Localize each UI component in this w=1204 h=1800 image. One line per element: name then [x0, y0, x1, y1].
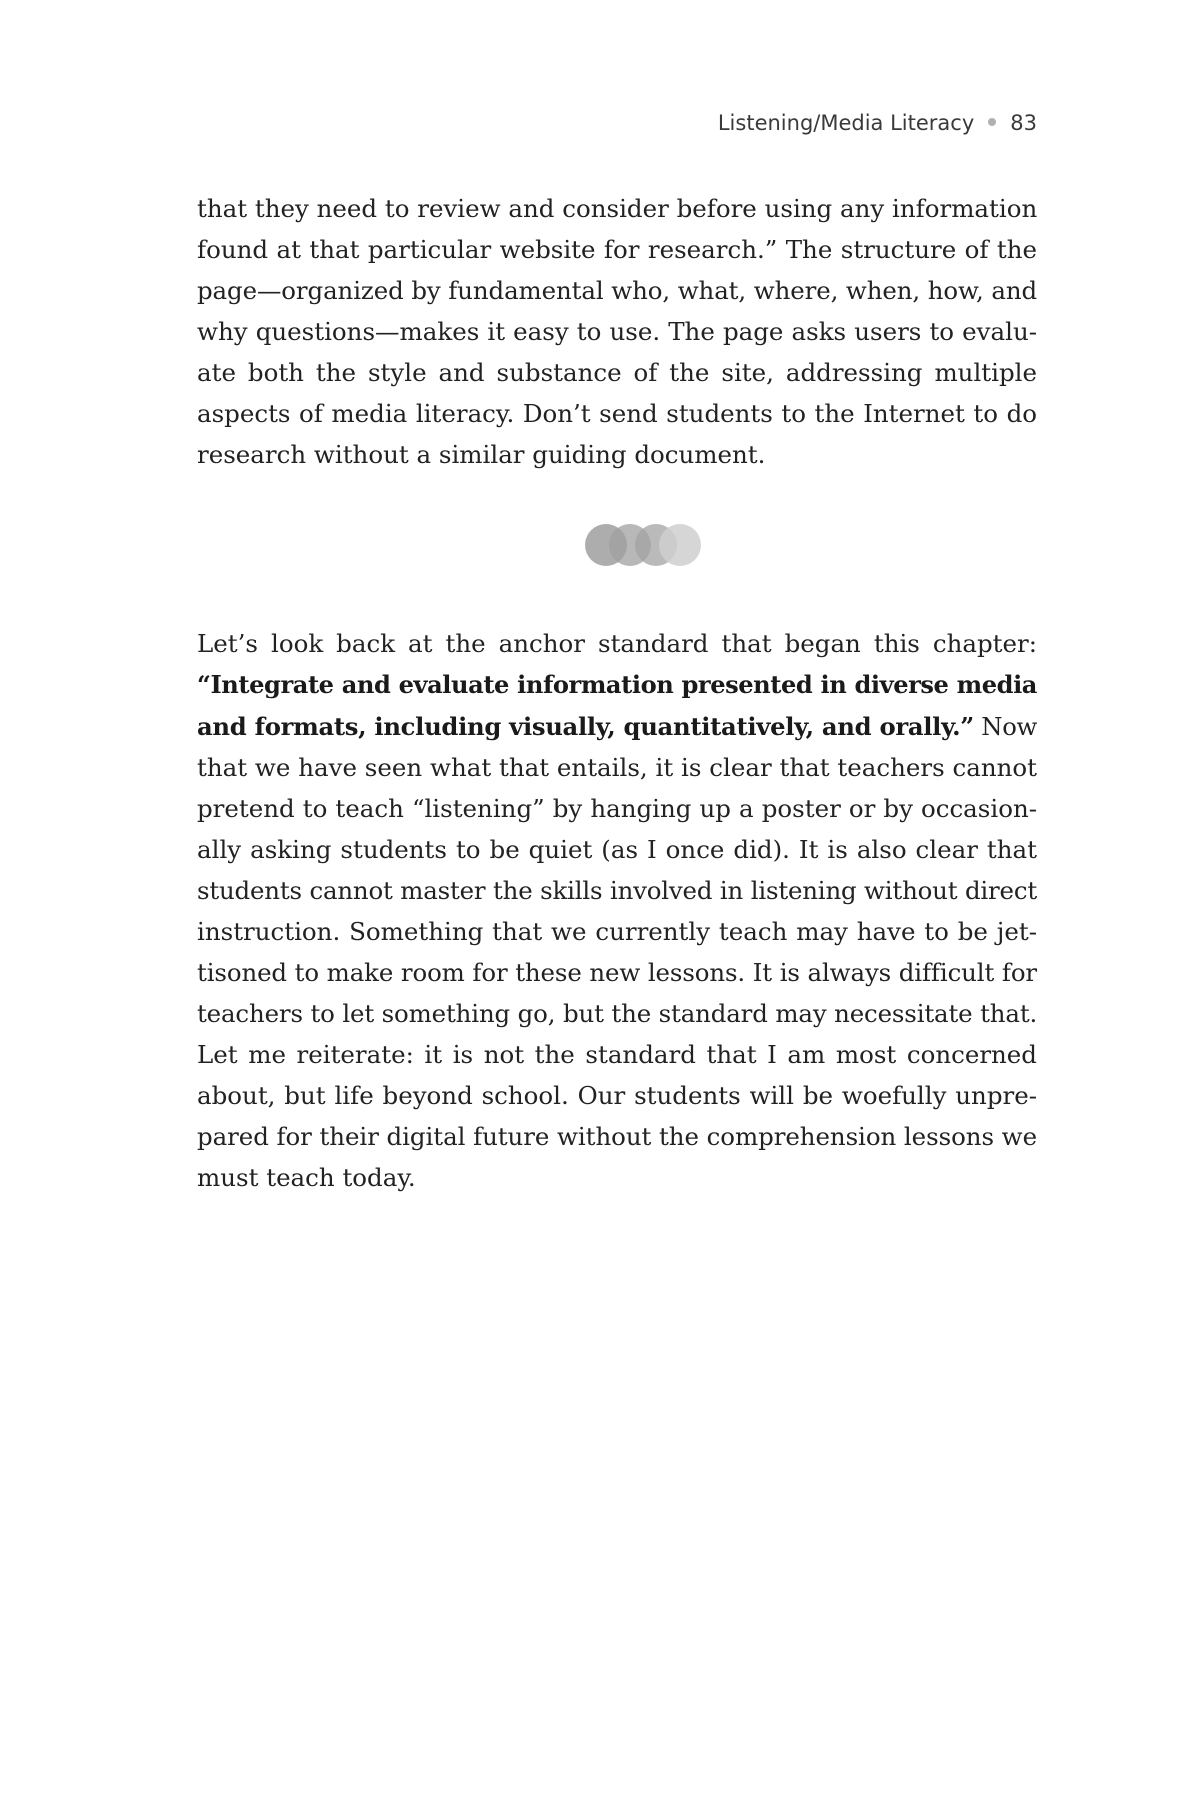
text-line	[197, 706, 1037, 747]
running-title: Listening/Media Literacy	[717, 111, 975, 135]
text-line: why questions—makes it easy to use. The page asks users to evalu-	[197, 317, 1037, 346]
text-fragment: Now	[973, 712, 1038, 741]
paragraph-1	[197, 188, 1037, 475]
text-line: found at that particular website for research.” The structure of the	[197, 235, 1037, 264]
text-line: about, but life beyond school. Our students will be woefully unpre-	[197, 1081, 1037, 1110]
text-line: students cannot master the skills involved in listening without direct	[197, 876, 1037, 905]
text-line: research without a similar guiding document.	[197, 440, 766, 469]
bold-quote: “Integrate and evaluate information presented in diverse media	[197, 670, 1037, 699]
text-line: pared for their digital future without the comprehension lessons we	[197, 1122, 1037, 1151]
text-line: Let’s look back at the anchor standard that began this chapter:	[197, 629, 1037, 658]
text-line: teachers to let something go, but the standard may necessitate that.	[197, 999, 1038, 1028]
running-head	[197, 108, 1037, 138]
text-line: ally asking students to be quiet (as I once did). It is also clear that	[197, 835, 1037, 864]
text-line: aspects of media literacy. Don’t send students to the Internet to do	[197, 399, 1037, 428]
text-line: that we have seen what that entails, it is clear that teachers cannot	[197, 753, 1037, 782]
text-line: page—organized by fundamental who, what, where, when, how, and	[197, 276, 1038, 305]
page-number: 83	[1010, 111, 1037, 135]
text-line: instruction. Something that we currently teach may have to be jet-	[197, 917, 1037, 946]
text-line: must teach today.	[197, 1163, 416, 1192]
separator-dot-icon	[988, 118, 996, 126]
text-line	[197, 664, 1037, 706]
paragraph-2	[197, 623, 1037, 1198]
text-line: that they need to review and consider before using any information	[197, 194, 1038, 223]
text-line: Let me reiterate: it is not the standard that I am most concerned	[197, 1040, 1037, 1069]
ornament-circle-icon	[659, 524, 701, 566]
text-line: pretend to teach “listening” by hanging up a poster or by occasion-	[197, 794, 1037, 823]
text-line: ate both the style and substance of the site, addressing multiple	[197, 358, 1037, 387]
three-circles-ornament-icon	[583, 522, 703, 568]
bold-quote: and formats, including visually, quantitatively, and orally.”	[197, 712, 974, 741]
text-line: tisoned to make room for these new lessons. It is always difficult for	[197, 958, 1037, 987]
